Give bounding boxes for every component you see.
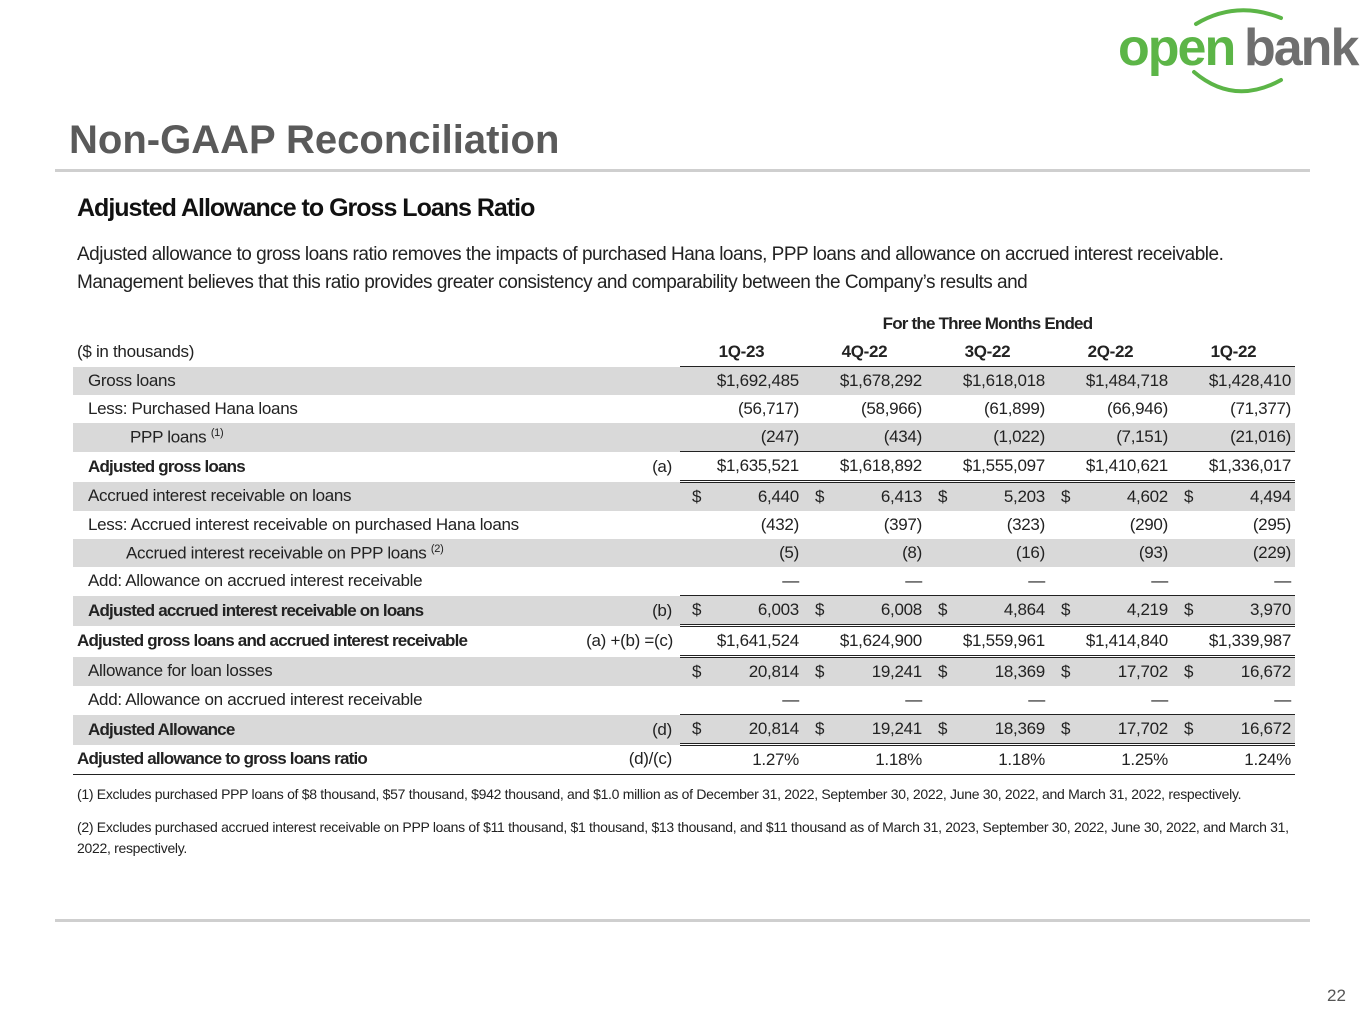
cell-value: (323) bbox=[1006, 515, 1045, 534]
row-ref: (a) bbox=[652, 456, 672, 476]
dollar-sign: $ bbox=[1060, 662, 1071, 681]
row-label: Less: Purchased Hana loans bbox=[88, 399, 298, 418]
header-divider bbox=[55, 169, 1310, 172]
cell-value: $1,428,410 bbox=[1172, 367, 1295, 396]
logo-text-bank: bank bbox=[1244, 19, 1358, 77]
cell-value-cell bbox=[926, 482, 1049, 512]
row-label: Gross loans bbox=[73, 367, 582, 396]
dollar-sign: $ bbox=[691, 487, 702, 506]
cell-value: $1,618,892 bbox=[803, 452, 926, 482]
footnote-ref: (2) bbox=[430, 542, 444, 555]
cell-value: — bbox=[782, 690, 799, 709]
dollar-sign: $ bbox=[937, 487, 948, 506]
units-label: ($ in thousands) bbox=[77, 342, 195, 362]
cell-value: $1,641,524 bbox=[680, 626, 803, 657]
cell-value: $1,414,840 bbox=[1049, 626, 1172, 657]
cell-value: — bbox=[782, 571, 799, 590]
cell-value: 6,440 bbox=[757, 487, 799, 506]
cell-value: 4,602 bbox=[1126, 487, 1168, 506]
cell-value: $1,678,292 bbox=[803, 367, 926, 396]
cell-value: 4,864 bbox=[1003, 600, 1045, 619]
cell-value: 1.27% bbox=[752, 750, 799, 769]
cell-value: (397) bbox=[883, 515, 922, 534]
column-header-row bbox=[73, 338, 1295, 367]
cell-value: 20,814 bbox=[748, 719, 799, 738]
cell-value: (8) bbox=[803, 539, 926, 567]
cell-value: — bbox=[1274, 690, 1291, 709]
cell-value: (7,151) bbox=[1049, 423, 1172, 452]
cell-value: — bbox=[1028, 690, 1045, 709]
cell-value: $1,339,987 bbox=[1172, 626, 1295, 657]
dollar-sign: $ bbox=[937, 662, 948, 681]
table-row-gross-loans bbox=[73, 367, 1295, 396]
cell-value: 18,369 bbox=[994, 662, 1045, 681]
section-title: Adjusted Allowance to Gross Loans Ratio bbox=[77, 194, 535, 222]
footnote-ref: (1) bbox=[210, 426, 224, 439]
table-row-add-allowance-accrued-2 bbox=[73, 686, 1295, 715]
dollar-sign: $ bbox=[691, 600, 702, 619]
table-row-ppp-loans bbox=[73, 423, 1295, 452]
cell-value: 6,413 bbox=[880, 487, 922, 506]
cell-value: (290) bbox=[1129, 515, 1168, 534]
row-ref: (d)/(c) bbox=[628, 749, 672, 769]
cell-value: 16,672 bbox=[1240, 662, 1291, 681]
cell-value-cell bbox=[680, 482, 803, 512]
dollar-sign: $ bbox=[814, 662, 825, 681]
cell-value-cell bbox=[803, 596, 926, 626]
cell-value: $1,692,485 bbox=[680, 367, 803, 396]
table-row-add-allowance-accrued bbox=[73, 567, 1295, 596]
footnote-2: (2) Excludes purchased accrued interest receivable on PPP loans of $11 thousand, $1 thousand, $13 thousand, and $11 thousand as of March 31, 2023, September 30, 2022, June 30, 2022, and March 31, 2022, respectively. bbox=[77, 819, 1289, 856]
cell-value: (5) bbox=[680, 539, 803, 567]
table-row-adjusted-accrued bbox=[73, 596, 1295, 626]
cell-value-cell bbox=[803, 482, 926, 512]
row-label: Adjusted gross loans bbox=[88, 456, 245, 476]
cell-value: $1,484,718 bbox=[1049, 367, 1172, 396]
dollar-sign: $ bbox=[1183, 487, 1194, 506]
cell-value-cell bbox=[1049, 596, 1172, 626]
cell-value: 16,672 bbox=[1240, 719, 1291, 738]
cell-value-cell bbox=[1172, 596, 1295, 626]
table-row-allowance-loan-losses bbox=[73, 657, 1295, 687]
cell-value: 4,219 bbox=[1126, 600, 1168, 619]
dollar-sign: $ bbox=[814, 487, 825, 506]
table-row-adjusted-gross-and-accrued bbox=[73, 626, 1295, 657]
table-row-adjusted-gross-loans bbox=[73, 452, 1295, 482]
cell-value: $1,618,018 bbox=[926, 367, 1049, 396]
cell-value: (16) bbox=[926, 539, 1049, 567]
cell-value: (61,899) bbox=[984, 399, 1045, 418]
cell-value-cell bbox=[1172, 715, 1295, 745]
row-label: Less: Accrued interest receivable on purchased Hana loans bbox=[88, 515, 519, 534]
cell-value-cell bbox=[926, 596, 1049, 626]
cell-value: $1,624,900 bbox=[803, 626, 926, 657]
period-header-row bbox=[73, 310, 1295, 338]
table-row-accrued-ppp bbox=[73, 539, 1295, 567]
row-ref: (d) bbox=[582, 715, 680, 745]
cell-value: 1.18% bbox=[875, 750, 922, 769]
cell-value: 17,702 bbox=[1117, 719, 1168, 738]
cell-value: — bbox=[905, 690, 922, 709]
cell-value: 1.24% bbox=[1244, 750, 1291, 769]
cell-value: 6,008 bbox=[880, 600, 922, 619]
dollar-sign: $ bbox=[937, 719, 948, 738]
row-ref: (b) bbox=[582, 596, 680, 626]
table-row-less-hana bbox=[73, 395, 1295, 423]
cell-value-cell bbox=[1172, 657, 1295, 687]
reconciliation-table bbox=[73, 310, 1295, 859]
dollar-sign: $ bbox=[1060, 719, 1071, 738]
cell-value-cell bbox=[1049, 715, 1172, 745]
row-label: Adjusted accrued interest receivable on loans bbox=[73, 596, 582, 626]
cell-value: $1,410,621 bbox=[1049, 452, 1172, 482]
cell-value: 19,241 bbox=[871, 719, 922, 738]
cell-value: 1.18% bbox=[998, 750, 1045, 769]
cell-value: $1,336,017 bbox=[1172, 452, 1295, 482]
cell-value: 6,003 bbox=[757, 600, 799, 619]
col-header-1q23: 1Q-23 bbox=[680, 338, 803, 367]
cell-value: 18,369 bbox=[994, 719, 1045, 738]
logo-text-open: open bbox=[1118, 19, 1235, 77]
dollar-sign: $ bbox=[1183, 662, 1194, 681]
cell-value: — bbox=[905, 571, 922, 590]
table-row-accrued-interest bbox=[73, 482, 1295, 512]
cell-value: 5,203 bbox=[1003, 487, 1045, 506]
col-header-4q22: 4Q-22 bbox=[803, 338, 926, 367]
cell-value: (1,022) bbox=[926, 423, 1049, 452]
dollar-sign: $ bbox=[1060, 487, 1071, 506]
footnote-row-1 bbox=[73, 775, 1295, 809]
dollar-sign: $ bbox=[1183, 600, 1194, 619]
cell-value-cell bbox=[1049, 482, 1172, 512]
dollar-sign: $ bbox=[937, 600, 948, 619]
cell-value: 1.25% bbox=[1121, 750, 1168, 769]
row-label-cell bbox=[73, 423, 582, 452]
reconciliation-table-wrapper bbox=[73, 310, 1295, 859]
cell-value: (58,966) bbox=[861, 399, 922, 418]
cell-value: $1,635,521 bbox=[680, 452, 803, 482]
cell-value: (93) bbox=[1049, 539, 1172, 567]
page-number: 22 bbox=[1327, 986, 1346, 1005]
cell-value-cell bbox=[926, 715, 1049, 745]
footnote-1: (1) Excludes purchased PPP loans of $8 thousand, $57 thousand, $942 thousand, and $1.0 million as of December 31, 2022, September 30, 2022, June 30, 2022, and March 31, 2022, respectively. bbox=[73, 775, 1295, 809]
footer-divider bbox=[55, 919, 1310, 922]
cell-value: (66,946) bbox=[1107, 399, 1168, 418]
cell-value-cell bbox=[926, 657, 1049, 687]
dollar-sign: $ bbox=[691, 662, 702, 681]
cell-value: 20,814 bbox=[748, 662, 799, 681]
cell-value-cell bbox=[803, 715, 926, 745]
col-header-1q22: 1Q-22 bbox=[1172, 338, 1295, 367]
page-title: Non-GAAP Reconciliation bbox=[69, 118, 560, 162]
row-label: Adjusted gross loans and accrued interest receivable bbox=[77, 631, 468, 650]
cell-value: (71,377) bbox=[1230, 399, 1291, 418]
row-label: PPP loans bbox=[130, 427, 207, 447]
cell-value: 4,494 bbox=[1249, 487, 1291, 506]
table-row-ratio bbox=[73, 745, 1295, 775]
dollar-sign: $ bbox=[691, 719, 702, 738]
row-label: Allowance for loan losses bbox=[73, 657, 582, 687]
cell-value-cell bbox=[680, 596, 803, 626]
cell-value: $1,559,961 bbox=[926, 626, 1049, 657]
row-label: Add: Allowance on accrued interest receivable bbox=[88, 571, 423, 591]
row-ref: (a) +(b) =(c) bbox=[586, 631, 673, 650]
cell-value: — bbox=[1151, 571, 1168, 590]
cell-value: $1,555,097 bbox=[926, 452, 1049, 482]
row-label-cell bbox=[73, 539, 582, 567]
cell-value-cell bbox=[1049, 657, 1172, 687]
row-label: Adjusted Allowance bbox=[73, 715, 582, 745]
cell-value-cell bbox=[680, 657, 803, 687]
period-header: For the Three Months Ended bbox=[882, 314, 1093, 333]
cell-value-cell bbox=[1172, 482, 1295, 512]
cell-value-cell bbox=[803, 657, 926, 687]
col-header-2q22: 2Q-22 bbox=[1049, 338, 1172, 367]
footnote-row-2 bbox=[73, 808, 1295, 859]
table-row-adjusted-allowance bbox=[73, 715, 1295, 745]
cell-value: (432) bbox=[760, 515, 799, 534]
cell-value: — bbox=[1151, 690, 1168, 709]
row-label: Adjusted allowance to gross loans ratio bbox=[77, 749, 367, 769]
cell-value: (229) bbox=[1172, 539, 1295, 567]
cell-value: — bbox=[1274, 571, 1291, 590]
cell-value: 17,702 bbox=[1117, 662, 1168, 681]
openbank-logo bbox=[1116, 6, 1362, 96]
col-header-3q22: 3Q-22 bbox=[926, 338, 1049, 367]
row-label: Accrued interest receivable on PPP loans bbox=[126, 543, 427, 563]
dollar-sign: $ bbox=[814, 600, 825, 619]
cell-value: (247) bbox=[680, 423, 803, 452]
dollar-sign: $ bbox=[1183, 719, 1194, 738]
intro-paragraph: Adjusted allowance to gross loans ratio removes the impacts of purchased Hana loans, PPP loans and allowance on accrued interest receivable. Management believes that this ratio provides greater consistency and comparability between the Company’s results and bbox=[77, 244, 1224, 293]
cell-value: 19,241 bbox=[871, 662, 922, 681]
row-label: Accrued interest receivable on loans bbox=[73, 482, 582, 512]
cell-value: — bbox=[1028, 571, 1045, 590]
cell-value: (295) bbox=[1252, 515, 1291, 534]
cell-value: (434) bbox=[803, 423, 926, 452]
cell-value: (21,016) bbox=[1172, 423, 1295, 452]
cell-value: 3,970 bbox=[1249, 600, 1291, 619]
table-row-less-accrued-hana bbox=[73, 511, 1295, 539]
cell-value: (56,717) bbox=[738, 399, 799, 418]
dollar-sign: $ bbox=[1060, 600, 1071, 619]
row-label: Add: Allowance on accrued interest receivable bbox=[88, 690, 423, 710]
cell-value-cell bbox=[680, 715, 803, 745]
dollar-sign: $ bbox=[814, 719, 825, 738]
